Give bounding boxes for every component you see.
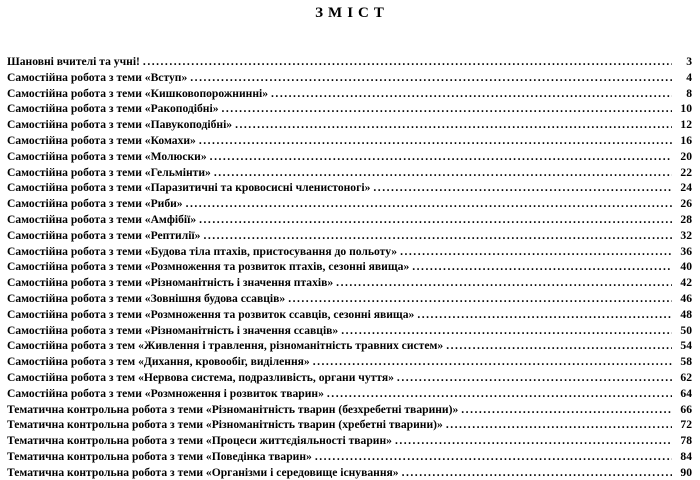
toc-entry-label: Тематична контрольна робота з теми «Різноманітність тварин (безхребетні тварини)» bbox=[7, 402, 459, 416]
toc-entry-label: Самостійна робота з теми «Розмноження і розвиток тварин» bbox=[7, 386, 324, 400]
toc-entry bbox=[7, 180, 692, 196]
dot-leader bbox=[190, 70, 672, 86]
toc-entry-page: 32 bbox=[680, 228, 692, 242]
toc-entry-page: 16 bbox=[680, 133, 692, 147]
toc-entry-page: 54 bbox=[680, 339, 692, 353]
toc-entry-label: Самостійна робота з теми «Різноманітність і значення ссавців» bbox=[7, 323, 339, 337]
toc-entry bbox=[7, 386, 692, 402]
dot-leader bbox=[373, 180, 672, 196]
toc-entry bbox=[7, 228, 692, 244]
toc-entry bbox=[7, 417, 692, 433]
toc-entry-label: Самостійна робота з тем «Дихання, кровообіг, виділення» bbox=[7, 355, 310, 369]
toc-entry-page: 64 bbox=[680, 386, 692, 400]
toc-entry-page: 20 bbox=[680, 149, 692, 163]
dot-leader bbox=[199, 133, 672, 149]
toc-entry-label: Самостійна робота з теми «Рептилії» bbox=[7, 228, 201, 242]
toc-entry-page: 90 bbox=[680, 465, 692, 479]
toc-entry-page: 78 bbox=[680, 434, 692, 448]
dot-leader bbox=[402, 465, 672, 480]
toc-entry bbox=[7, 449, 692, 465]
page-title: ЗМІСТ bbox=[315, 5, 389, 21]
dot-leader bbox=[412, 259, 672, 275]
toc-entry bbox=[7, 212, 692, 228]
toc-entry-label: Самостійна робота з теми «Гельмінти» bbox=[7, 165, 211, 179]
toc-entry-page: 40 bbox=[680, 260, 692, 274]
toc-entry bbox=[7, 196, 692, 212]
toc-entry bbox=[7, 433, 692, 449]
toc-entry-label: Самостійна робота з теми «Риби» bbox=[7, 197, 183, 211]
dot-leader bbox=[203, 228, 672, 244]
dot-leader bbox=[397, 370, 672, 386]
toc-entry bbox=[7, 307, 692, 323]
toc-entry-page: 36 bbox=[680, 244, 692, 258]
toc-entry-page: 28 bbox=[680, 212, 692, 226]
toc-entry-label: Самостійна робота з теми «Павукоподібні» bbox=[7, 118, 233, 132]
toc-entry-label: Тематична контрольна робота з теми «Різноманітність тварин (хребетні тварини)» bbox=[7, 418, 443, 432]
toc-entry-page: 66 bbox=[680, 402, 692, 416]
toc-entry-page: 72 bbox=[680, 418, 692, 432]
toc-entry-page: 26 bbox=[680, 197, 692, 211]
toc-entry-page: 24 bbox=[680, 181, 692, 195]
toc-entry-label: Самостійна робота з теми «Амфібії» bbox=[7, 212, 197, 226]
toc-entry-page: 10 bbox=[680, 102, 692, 116]
toc-entry-page: 4 bbox=[686, 70, 692, 84]
toc-entry bbox=[7, 259, 692, 275]
dot-leader bbox=[417, 307, 672, 323]
toc-entry-label: Самостійна робота з теми «Ракоподібні» bbox=[7, 102, 219, 116]
dot-leader bbox=[214, 165, 672, 181]
dot-leader bbox=[341, 323, 672, 339]
dot-leader bbox=[461, 402, 672, 418]
dot-leader bbox=[143, 54, 672, 70]
toc-entry-page: 8 bbox=[686, 86, 692, 100]
toc-entry bbox=[7, 275, 692, 291]
toc-list bbox=[7, 54, 692, 480]
toc-entry bbox=[7, 354, 692, 370]
toc-entry-page: 46 bbox=[680, 291, 692, 305]
dot-leader bbox=[400, 244, 672, 260]
dot-leader bbox=[395, 433, 672, 449]
dot-leader bbox=[315, 449, 672, 465]
toc-entry bbox=[7, 54, 692, 70]
toc-entry bbox=[7, 117, 692, 133]
toc-entry-label: Тематична контрольна робота з теми «Поведінка тварин» bbox=[7, 449, 312, 463]
dot-leader bbox=[446, 417, 672, 433]
toc-entry-page: 84 bbox=[680, 449, 692, 463]
toc-entry-page: 22 bbox=[680, 165, 692, 179]
toc-entry-page: 62 bbox=[680, 370, 692, 384]
toc-entry bbox=[7, 370, 692, 386]
toc-entry bbox=[7, 338, 692, 354]
dot-leader bbox=[327, 386, 672, 402]
toc-entry-label: Самостійна робота з теми «Будова тіла птахів, пристосування до польоту» bbox=[7, 244, 398, 258]
toc-entry bbox=[7, 244, 692, 260]
toc-entry-label: Самостійна робота з теми «Розмноження та розвиток птахів, сезонні явища» bbox=[7, 260, 410, 274]
dot-leader bbox=[210, 149, 672, 165]
toc-entry-label: Самостійна робота з теми «Молюски» bbox=[7, 149, 207, 163]
toc-entry-page: 42 bbox=[680, 276, 692, 290]
dot-leader bbox=[313, 354, 672, 370]
toc-entry-label: Тематична контрольна робота з теми «Процеси життєдіяльності тварин» bbox=[7, 434, 392, 448]
dot-leader bbox=[446, 338, 672, 354]
toc-entry-page: 48 bbox=[680, 307, 692, 321]
toc-entry-label: Самостійна робота з тем «Нервова система, подразливість, органи чуття» bbox=[7, 370, 394, 384]
toc-entry-label: Самостійна робота з теми «Комахи» bbox=[7, 133, 196, 147]
toc-entry-label: Шановні вчителі та учні! bbox=[7, 55, 140, 68]
toc-entry bbox=[7, 165, 692, 181]
toc-entry-label: Тематична контрольна робота з теми «Організми і середовище існування» bbox=[7, 465, 399, 479]
dot-leader bbox=[271, 86, 672, 102]
toc-entry-label: Самостійна робота з теми «Кишковопорожнинні» bbox=[7, 86, 269, 100]
toc-entry bbox=[7, 323, 692, 339]
toc-entry-label: Самостійна робота з теми «Зовнішня будова ссавців» bbox=[7, 291, 286, 305]
dot-leader bbox=[336, 275, 672, 291]
toc-entry-label: Самостійна робота з теми «Паразитичні та кровосисні членистоногі» bbox=[7, 181, 371, 195]
toc-entry bbox=[7, 291, 692, 307]
toc-entry bbox=[7, 86, 692, 102]
toc-entry-label: Самостійна робота з теми «Розмноження та розвиток ссавців, сезонні явища» bbox=[7, 307, 415, 321]
toc-entry-page: 58 bbox=[680, 355, 692, 369]
dot-leader bbox=[199, 212, 672, 228]
toc-entry bbox=[7, 101, 692, 117]
toc-entry bbox=[7, 465, 692, 480]
toc-entry-page: 50 bbox=[680, 323, 692, 337]
dot-leader bbox=[235, 117, 672, 133]
dot-leader bbox=[288, 291, 672, 307]
toc-entry-label: Самостійна робота з теми «Різноманітність і значення птахів» bbox=[7, 276, 334, 290]
dot-leader bbox=[222, 101, 673, 117]
toc-entry bbox=[7, 133, 692, 149]
toc-entry bbox=[7, 70, 692, 86]
toc-entry-page: 12 bbox=[680, 118, 692, 132]
dot-leader bbox=[186, 196, 672, 212]
toc-entry-page: 3 bbox=[686, 55, 692, 68]
toc-entry-label: Самостійна робота з теми «Вступ» bbox=[7, 70, 188, 84]
toc-entry-label: Самостійна робота з тем «Живлення і травлення, різноманітність травних систем» bbox=[7, 339, 444, 353]
toc-entry bbox=[7, 402, 692, 418]
toc-entry bbox=[7, 149, 692, 165]
